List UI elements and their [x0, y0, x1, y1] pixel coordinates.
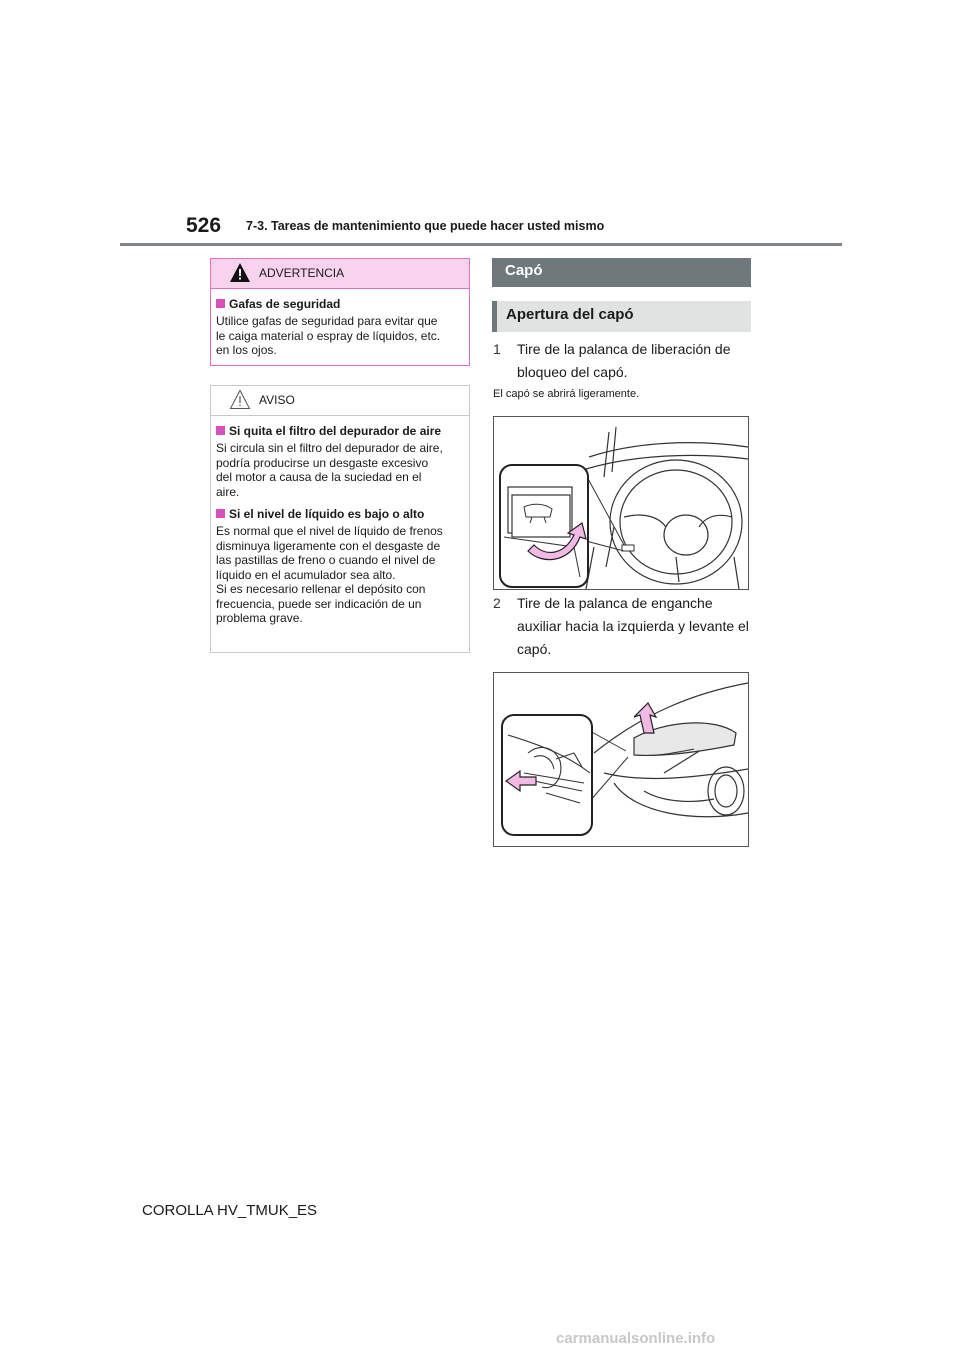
- header-divider: [120, 243, 842, 246]
- hood-release-illustration: [493, 416, 749, 590]
- warning-item-title: Gafas de seguridad: [216, 297, 463, 311]
- footer-model: COROLLA HV_TMUK_ES: [142, 1202, 318, 1219]
- hood-latch-drawing: [494, 673, 748, 846]
- watermark: carmanualsonline.info: [556, 1330, 716, 1347]
- warning-box: [210, 258, 470, 366]
- bullet-square-icon: [216, 426, 225, 435]
- step-number: 1: [493, 341, 501, 357]
- warning-header: [211, 259, 469, 289]
- hood-release-drawing: [494, 417, 748, 589]
- page-number: 526: [186, 214, 222, 237]
- step-number: 2: [493, 595, 501, 611]
- section-title: 7-3. Tareas de mantenimiento que puede hacer usted mismo: [246, 219, 605, 233]
- notice-item-text: Es normal que el nivel de líquido de frenos disminuya ligeramente con el desgaste de las pastillas de freno o cuando el nivel de líquido en el acumulador sea alto. Si es necesario rellenar el depósito con frecuencia, puede ser indicación de un problema grave.: [216, 524, 443, 625]
- notice-item-title: Si quita el filtro del depurador de aire: [216, 424, 463, 438]
- subsection-heading: Apertura del capó: [492, 301, 751, 332]
- bullet-square-icon: [216, 509, 225, 518]
- warning-label: ADVERTENCIA: [259, 266, 345, 280]
- warning-item-text: Utilice gafas de seguridad para evitar que le caiga material o espray de líquidos, etc. en los ojos.: [216, 314, 441, 357]
- notice-box: [210, 385, 470, 653]
- caution-triangle-icon: [229, 389, 251, 410]
- hood-latch-illustration: [493, 672, 749, 847]
- notice-header: [211, 386, 469, 416]
- step-note: El capó se abrirá ligeramente.: [493, 388, 640, 400]
- bullet-square-icon: [216, 299, 225, 308]
- notice-item-text: Si circula sin el filtro del depurador de aire, podría producirse un desgaste excesivo del motor a causa de la suciedad en el aire.: [216, 441, 443, 499]
- warning-triangle-icon: [229, 262, 251, 283]
- step-text: Tire de la palanca de enganche auxiliar hacia la izquierda y levante el capó.: [517, 595, 749, 657]
- step-text: Tire de la palanca de liberación de bloqueo del capó.: [517, 341, 731, 380]
- notice-label: AVISO: [259, 393, 295, 407]
- notice-item-title: Si el nivel de líquido es bajo o alto: [216, 507, 463, 521]
- section-heading: Capó: [492, 258, 751, 287]
